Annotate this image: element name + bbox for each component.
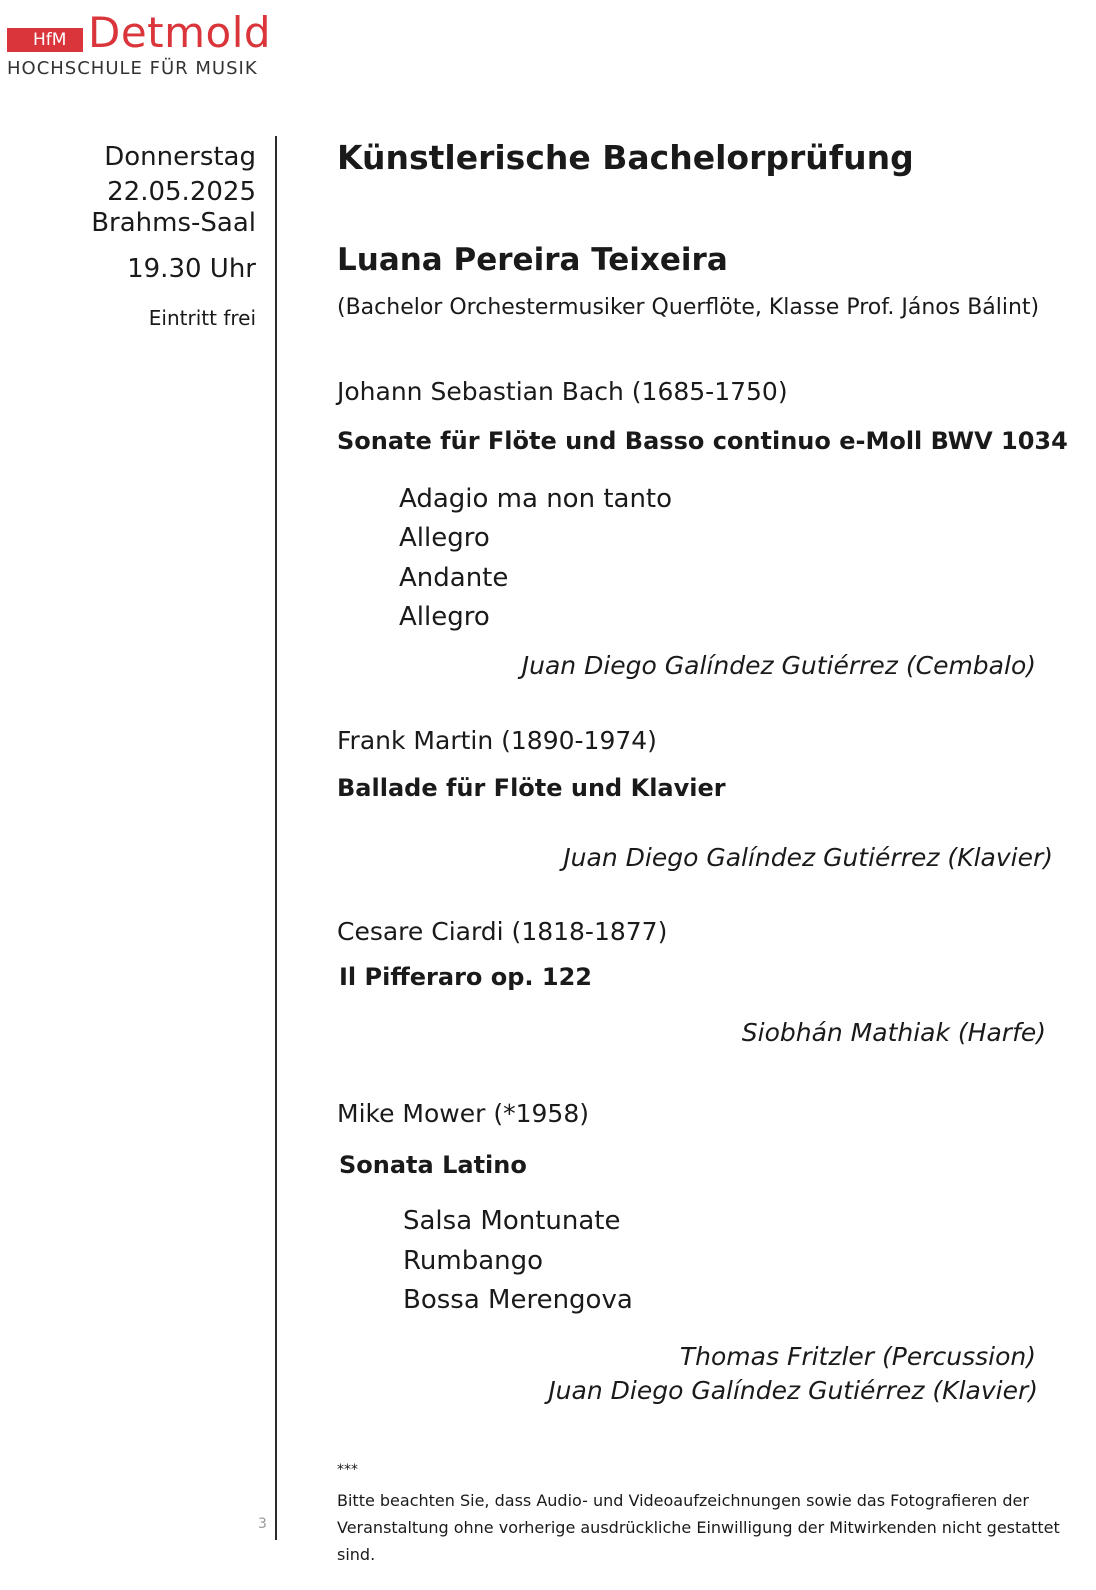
composer: Cesare Ciardi (1818-1877) (337, 917, 668, 946)
movement: Allegro (399, 602, 490, 632)
event-day: Donnerstag (104, 142, 256, 172)
composer: Johann Sebastian Bach (1685-1750) (337, 377, 788, 406)
performer: Juan Diego Galíndez Gutiérrez (Klavier) (548, 1376, 1038, 1405)
event-venue: Brahms-Saal (91, 208, 256, 238)
program-info: (Bachelor Orchestermusiker Querflöte, Klasse Prof. János Bálint) (337, 295, 1040, 320)
recording-notice: Bitte beachten Sie, dass Audio- und Videoaufzeichnungen sowie das Fotografieren der Veranstaltung ohne vorherige ausdrückliche Einwilligung der Mitwirkenden nicht gestattet sind. (337, 1491, 1060, 1564)
work-title: Sonata Latino (339, 1151, 527, 1179)
work-title: Ballade für Flöte und Klavier (337, 774, 726, 802)
work-title: Sonate für Flöte und Basso continuo e-Moll BWV 1034 (337, 427, 1068, 455)
logo-subtitle: HOCHSCHULE FÜR MUSIK (7, 58, 258, 79)
event-time: 19.30 Uhr (127, 254, 256, 284)
logo-wordmark: Detmold (88, 8, 272, 57)
event-admission: Eintritt frei (148, 306, 256, 330)
performer: Juan Diego Galíndez Gutiérrez (Cembalo) (521, 651, 1036, 680)
movement: Bossa Merengova (403, 1285, 633, 1315)
column-divider (275, 136, 277, 1540)
movement: Rumbango (403, 1246, 544, 1276)
composer: Frank Martin (1890-1974) (337, 726, 657, 755)
composer: Mike Mower (*1958) (337, 1099, 589, 1128)
page-title: Künstlerische Bachelorprüfung (337, 138, 914, 177)
separator: *** (337, 1462, 358, 1478)
performer: Siobhán Mathiak (Harfe) (741, 1018, 1046, 1047)
movement: Salsa Montunate (403, 1206, 621, 1236)
movement: Andante (399, 563, 509, 593)
movement: Adagio ma non tanto (399, 484, 673, 514)
work-title: Il Pifferaro op. 122 (339, 963, 592, 991)
movement: Allegro (399, 523, 490, 553)
performer-name: Luana Pereira Teixeira (337, 242, 728, 278)
logo-badge-text: HfM (33, 30, 67, 50)
performer: Juan Diego Galíndez Gutiérrez (Klavier) (563, 843, 1053, 872)
performer: Thomas Fritzler (Percussion) (679, 1342, 1036, 1371)
event-date: 22.05.2025 (107, 177, 256, 207)
page-number: 3 (258, 1516, 267, 1532)
